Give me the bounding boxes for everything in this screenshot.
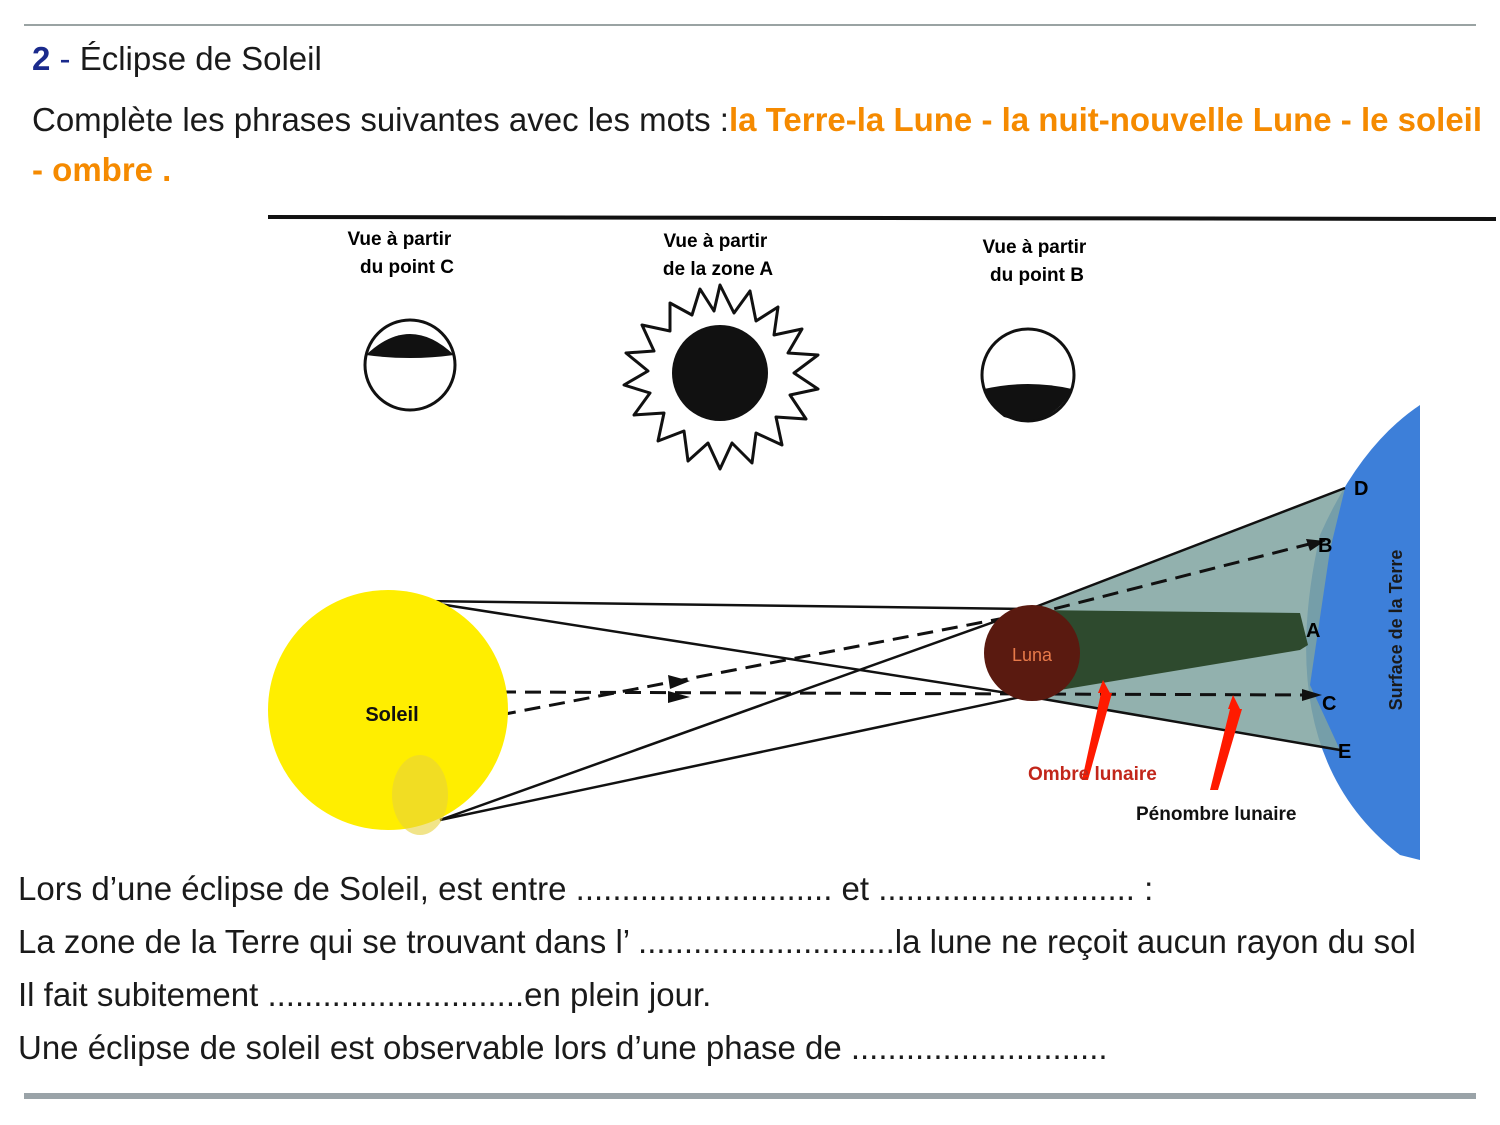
sun-label: Soleil: [365, 704, 419, 726]
diagram-top-line: [268, 217, 1496, 219]
exercise-title: Éclipse de Soleil: [79, 40, 322, 77]
sentence-4: Une éclipse de soleil est observable lors d’une phase de ............................: [18, 1029, 1108, 1066]
partial-eclipse-c-icon: [365, 320, 455, 410]
point-c-label: C: [1322, 693, 1337, 715]
moon-label: Luna: [1011, 645, 1053, 665]
view-a-label: Vue à partir de la zone A: [662, 231, 774, 280]
partial-eclipse-b-icon: [982, 329, 1074, 421]
umbra-label: Ombre lunaire: [1028, 764, 1157, 785]
moon: [984, 605, 1080, 701]
instruction: [32, 95, 1492, 195]
sentence-3: Il fait subitement ............................en plein jour.: [18, 976, 712, 1013]
point-d-label: D: [1354, 478, 1369, 500]
solar-eclipse-diagram: [260, 205, 1500, 865]
sun: [268, 590, 508, 835]
view-b-label: Vue à partir du point B: [982, 237, 1087, 286]
exercise-heading: [32, 40, 322, 78]
heading-separator: -: [50, 40, 80, 77]
point-e-label: E: [1338, 741, 1352, 763]
point-b-label: B: [1318, 535, 1333, 557]
exercise-number: 2: [32, 40, 51, 77]
sentence-2: La zone de la Terre qui se trouvant dans l’ ............................la lune ne reçoit aucun rayon du sol: [18, 923, 1416, 960]
view-c-label: Vue à partir du point C: [347, 229, 454, 278]
word-bank: la Terre-la Lune - la nuit-nouvelle Lune - le soleil - ombre .: [32, 101, 1483, 188]
sentence-1: Lors d’une éclipse de Soleil, est entre ............................ et ............................ :: [18, 870, 1154, 907]
total-eclipse-corona-icon: [624, 285, 818, 469]
penumbra-label: Pénombre lunaire: [1136, 804, 1297, 825]
earth-surface-label: Surface de la Terre: [1386, 549, 1406, 711]
point-a-label: A: [1306, 620, 1321, 642]
instruction-text: Complète les phrases suivantes avec les mots :: [32, 101, 729, 138]
bottom-rule: [24, 1093, 1476, 1099]
top-rule: [24, 24, 1476, 26]
